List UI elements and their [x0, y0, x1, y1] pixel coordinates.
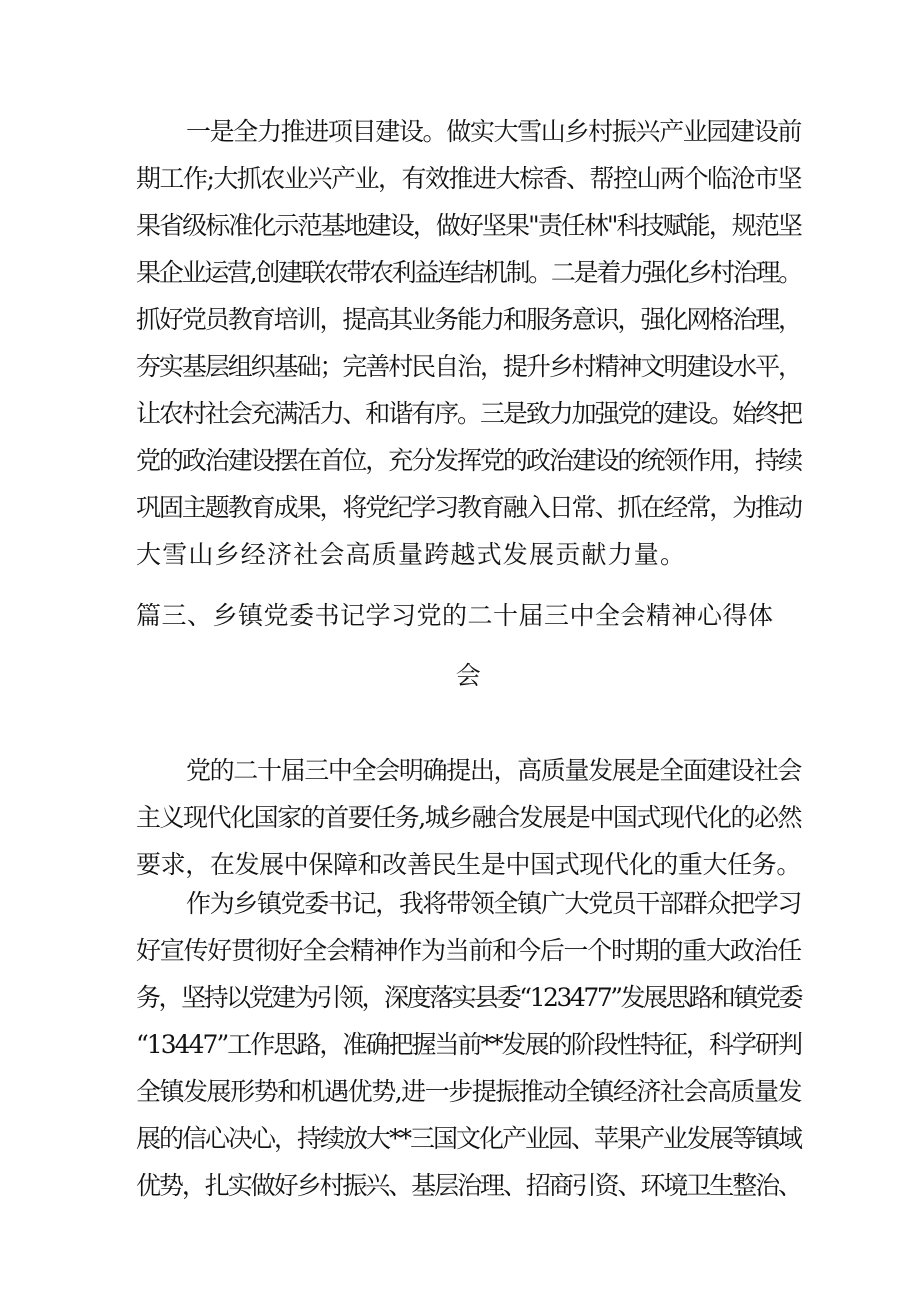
- text-line: 主义现代化国家的首要任务,城乡融合发展是中国式现代化的必然: [136, 803, 801, 832]
- text-line: 一是全力推进项目建设。做实大雪山乡村振兴产业园建设前: [186, 117, 801, 146]
- section-heading: [136, 586, 801, 706]
- text-line: 期工作;大抓农业兴产业，有效推进大棕香、帮控山两个临沧市坚: [136, 164, 801, 193]
- text-line: 果省级标准化示范基地建设，做好坚果"责任林"科技赋能，规范坚: [136, 211, 801, 240]
- text-line: 党的二十届三中全会明确提出，高质量发展是全面建设社会: [186, 756, 801, 785]
- text-line: 巩固主题教育成果，将党纪学习教育融入日常、抓在经常，为推动: [136, 493, 801, 522]
- text-line: 全镇发展形势和机遇优势,进一步提振推动全镇经济社会高质量发: [136, 1077, 801, 1106]
- text-line: 抓好党员教育培训，提高其业务能力和服务意识，强化网格治理，: [136, 305, 801, 334]
- text-line: 要求，在发展中保障和改善民生是中国式现代化的重大任务。: [136, 850, 801, 879]
- paragraph-secretary-role: [136, 880, 801, 1209]
- text-line: 作为乡镇党委书记，我将带领全镇广大党员干部群众把学习: [186, 889, 801, 918]
- heading-line: 会: [455, 661, 482, 690]
- text-line: 优势，扎实做好乡村振兴、基层治理、招商引资、环境卫生整治、: [136, 1171, 801, 1200]
- text-line: 展的信心决心，持续放大**三国文化产业园、苹果产业发展等镇域: [136, 1124, 801, 1153]
- text-line: 党的政治建设摆在首位，充分发挥党的政治建设的统领作用，持续: [136, 446, 801, 475]
- heading-line: 篇三、乡镇党委书记学习党的二十届三中全会精神心得体: [136, 601, 774, 630]
- text-line: 果企业运营,创建联农带农利益连结机制。二是着力强化乡村治理。: [136, 258, 801, 287]
- text-line: 夯实基层组织基础；完善村民自治，提升乡村精神文明建设水平，: [136, 352, 801, 381]
- paragraph-plenary-intro: [136, 747, 801, 888]
- text-line: 务，坚持以党建为引领，深度落实县委“123477”发展思路和镇党委: [136, 983, 801, 1012]
- text-line: 让农村社会充满活力、和谐有序。三是致力加强党的建设。始终把: [136, 399, 801, 428]
- paragraph-project-construction: [136, 108, 801, 578]
- text-line: 大雪山乡经济社会高质量跨越式发展贡献力量。: [136, 540, 687, 569]
- text-line: “13447”工作思路，准确把握当前**发展的阶段性特征，科学研判: [136, 1030, 801, 1059]
- text-line: 好宣传好贯彻好全会精神作为当前和今后一个时期的重大政治任: [136, 936, 801, 965]
